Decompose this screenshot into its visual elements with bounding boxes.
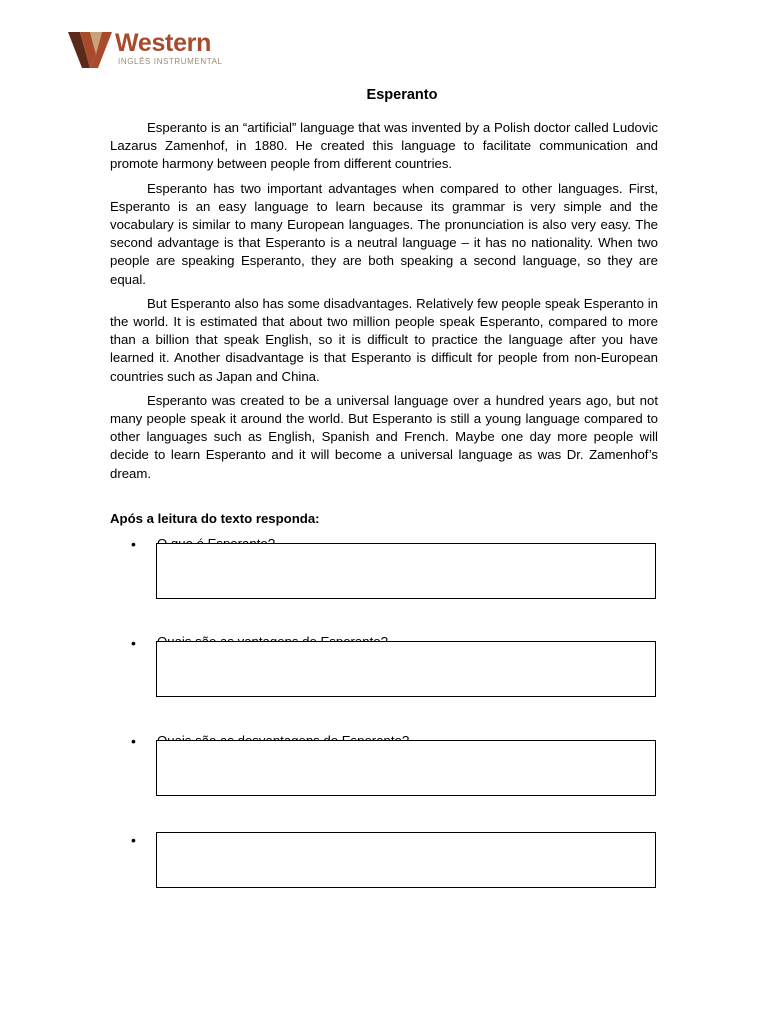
document-title: Esperanto xyxy=(366,87,438,103)
answer-box-2[interactable] xyxy=(156,641,656,697)
document-body xyxy=(110,119,658,489)
bullet-2: • xyxy=(131,635,136,651)
paragraph-3: But Esperanto also has some disadvantages. Relatively few people speak Esperanto in the world. It is estimated that about two million people speak Esperanto, compared to more than a billion that speak English, so it is difficult to practice the language after you have learned it. Another disadvantage is that Esperanto is difficult for people from non-European countries such as Japan and China. xyxy=(110,295,658,384)
western-logo-icon xyxy=(68,32,112,68)
paragraph-4: Esperanto was created to be a universal language over a hundred years ago, but not many people speak it around the world. But Esperanto is still a young language compared to other languages such as English, Spanish and French. Maybe one day more people will decide to learn Esperanto and it will become a universal language as was Dr. Zamenhof’s dream. xyxy=(110,392,658,481)
western-logo xyxy=(68,30,238,70)
answer-box-4[interactable] xyxy=(156,832,656,888)
paragraph-1: Esperanto is an “artificial” language that was invented by a Polish doctor called Ludovic Lazarus Zamenhof, in 1880. He created this language to facilitate communication and promote harmony between people from different countries. xyxy=(110,120,658,172)
bullet-4: • xyxy=(131,832,136,848)
questions-heading: Após a leitura do texto responda: xyxy=(110,511,320,526)
bullet-3: • xyxy=(131,733,136,749)
paragraph-2: Esperanto has two important advantages when compared to other languages. First, Esperanto is an easy language to learn because its grammar is very simple and the vocabulary is similar to many European languages. The pronunciation is also very easy. The second advantage is that Esperanto is a neutral language – it has no nationality. When two people are speaking Esperanto, they are both speaking a second language, so they are equal. xyxy=(110,180,658,287)
logo-wordmark: Western xyxy=(115,29,212,57)
answer-box-1[interactable] xyxy=(156,543,656,599)
answer-box-3[interactable] xyxy=(156,740,656,796)
bullet-1: • xyxy=(131,536,136,552)
logo-tagline: INGLÊS INSTRUMENTAL xyxy=(118,57,223,66)
